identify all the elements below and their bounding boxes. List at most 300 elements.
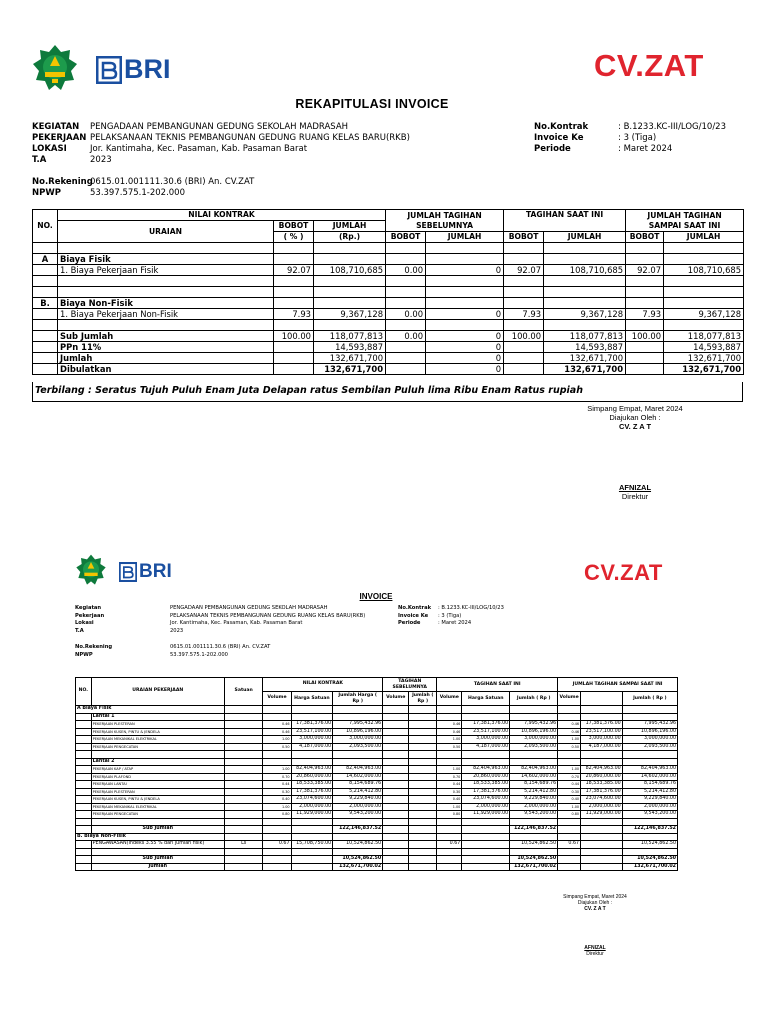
cell: 100.00 xyxy=(626,331,664,342)
field-value: : Maret 2024 xyxy=(438,620,472,626)
cell: 2,000,000.00 xyxy=(581,803,623,811)
company-logo: CV.ZAT xyxy=(594,48,704,83)
cell: 0.70 xyxy=(263,773,291,781)
invoice1-title: REKAPITULASI INVOICE xyxy=(295,97,449,111)
cell: 118,077,813 xyxy=(314,331,386,342)
cell: 11,929,000.00 xyxy=(581,811,623,819)
cell: 9,543,200.00 xyxy=(510,811,558,819)
bri-logo-text: BRI xyxy=(139,561,172,582)
row-label: PPn 11% xyxy=(58,342,274,353)
npwp-label: NPWP xyxy=(32,188,61,198)
col-jumlah-tagihan: JUMLAH TAGIHAN SAMPAI SAAT INI xyxy=(558,678,678,692)
bri-logo-small xyxy=(119,561,172,583)
cell: 4,187,000.00 xyxy=(581,743,623,751)
cell: 10,524,862.50 xyxy=(622,841,677,849)
cell: 7.93 xyxy=(274,309,314,320)
cell: 10,896,196.00 xyxy=(622,728,677,736)
cell: Ls xyxy=(224,841,263,849)
col-nilai-kontrak: NILAI KONTRAK xyxy=(58,210,386,221)
cell: 132,671,700 xyxy=(544,364,626,375)
cell: 0 xyxy=(426,331,504,342)
cell: 7,995,432.96 xyxy=(510,721,558,729)
field-label: KEGIATAN xyxy=(32,122,80,132)
cell: 7,995,432.96 xyxy=(622,721,677,729)
cell: 118,077,813 xyxy=(664,331,744,342)
col-rp: (Rp.) xyxy=(314,232,386,243)
row-label: PEKERJAAN MEKANIKAL ELEKTRIKAL xyxy=(91,736,224,744)
col-jumlah: JUMLAH xyxy=(544,232,626,243)
cell: 132,671,700 xyxy=(664,353,744,364)
cell: 1.00 xyxy=(263,766,291,774)
dibulatkan-row xyxy=(33,364,744,375)
section-title: Biaya Fisik xyxy=(58,254,274,265)
cell: 0.30 xyxy=(437,788,462,796)
section-title: A Biaya Fisik xyxy=(76,706,225,714)
cell: 0.70 xyxy=(437,773,462,781)
cell: 9,229,840.00 xyxy=(510,796,558,804)
bri-logo-text: BRI xyxy=(124,54,171,84)
cell: 3,000,000.00 xyxy=(333,736,383,744)
cell: 92.07 xyxy=(274,265,314,276)
field-value: 2023 xyxy=(90,155,112,165)
invoice2-title: INVOICE xyxy=(359,592,393,601)
cell: 14,602,000.00 xyxy=(333,773,383,781)
cell: 82,404,963.00 xyxy=(462,766,510,774)
cell: 17,381,376.00 xyxy=(462,721,510,729)
col-nilai-kontrak: NILAI KONTRAK xyxy=(263,678,383,692)
cell: 0.80 xyxy=(558,811,581,819)
cell: 23,074,600.00 xyxy=(581,796,623,804)
cell: 0.44 xyxy=(263,781,291,789)
field-value: PELAKSANAAN TEKNIS PEMBANGUNAN GEDUNG RUANG KELAS BARU(RKB) xyxy=(90,133,410,143)
rekening-label: No.Rekening xyxy=(32,177,93,187)
field-value: Jor. Kantimaha, Kec. Pasaman, Kab. Pasaman Barat xyxy=(90,144,308,154)
cell: 132,671,700 xyxy=(664,364,744,375)
cell: 82,404,963.00 xyxy=(622,766,677,774)
cell: 1.00 xyxy=(437,736,462,744)
cell: 23,074,600.00 xyxy=(291,796,333,804)
cell: 0.50 xyxy=(558,743,581,751)
col-uraian: URAIAN PEKERJAAN xyxy=(91,678,224,706)
col-volume: Volume xyxy=(263,692,291,706)
section-title: B. Biaya Non-Fisik xyxy=(76,833,225,841)
ppn-row xyxy=(33,342,744,353)
cell: 10,524,862.50 xyxy=(510,856,558,864)
cell: 0.44 xyxy=(437,781,462,789)
cell: 2,000,000.00 xyxy=(333,803,383,811)
sub-jumlah-row xyxy=(33,331,744,342)
cell: 7.93 xyxy=(504,309,544,320)
cell: 18,533,385.00 xyxy=(581,781,623,789)
col-jumlah: JUMLAH xyxy=(664,232,744,243)
cell: 2,000,000.00 xyxy=(291,803,333,811)
cell: 11,929,000.00 xyxy=(462,811,510,819)
cell: 0.00 xyxy=(386,309,426,320)
row-label: Sub Jumlah xyxy=(91,826,224,834)
field-label: Kegiatan xyxy=(75,605,102,611)
jumlah-row xyxy=(76,863,678,871)
npwp-label: NPWP xyxy=(75,651,93,658)
cell: 1.00 xyxy=(558,766,581,774)
kemenag-logo-icon xyxy=(32,44,78,92)
kemenag-logo-small-icon xyxy=(75,554,107,586)
company-logo-small: CV.ZAT xyxy=(584,560,663,585)
row-label: PEKERJAAN LANTAI xyxy=(91,781,224,789)
row-label: PEKERJAAN PENGECATAN xyxy=(91,743,224,751)
cell: 0.46 xyxy=(558,728,581,736)
cell: 3,000,000.00 xyxy=(462,736,510,744)
cell: 82,404,963.00 xyxy=(333,766,383,774)
cell: 10,896,196.00 xyxy=(510,728,558,736)
table-row xyxy=(76,796,678,804)
cell: 3,000,000.00 xyxy=(291,736,333,744)
jumlah-tagihan-label: JUMLAH TAGIHAN xyxy=(647,210,722,220)
col-satuan: Satuan xyxy=(224,678,263,706)
cell: 0.70 xyxy=(558,773,581,781)
cell: 11,929,000.00 xyxy=(291,811,333,819)
cell: 0.30 xyxy=(558,788,581,796)
sub-jumlah-row xyxy=(76,826,678,834)
table-row xyxy=(76,773,678,781)
cell: 0.46 xyxy=(437,728,462,736)
signer-name: AFNIZAL xyxy=(618,483,652,492)
cell: 122,146,837.52 xyxy=(333,826,383,834)
cell: 1.00 xyxy=(558,803,581,811)
cell: 0.44 xyxy=(558,781,581,789)
cell: 132,671,700.02 xyxy=(622,863,677,871)
cell: 0.00 xyxy=(386,265,426,276)
field-value: : B.1233.KC-III/LOG/10/23 xyxy=(438,605,504,611)
cell: 17,381,376.00 xyxy=(462,788,510,796)
cell: 9,367,128 xyxy=(664,309,744,320)
field-label: No.Kontrak xyxy=(534,122,589,132)
cell: 0.46 xyxy=(263,728,291,736)
field-value: PELAKSANAAN TEKNIS PEMBANGUNAN GEDUNG RUANG KELAS BARU(RKB) xyxy=(170,612,366,619)
col-jumlah: Jumlah ( Rp ) xyxy=(409,692,437,706)
row-label: PEKERJAAN PLESTERAN xyxy=(91,788,224,796)
field-label: No.Kontrak xyxy=(398,605,432,611)
col-volume: Volume xyxy=(437,692,462,706)
jumlah-tagihan-label-2: SAMPAI SAAT INI xyxy=(648,220,721,230)
cell: 0.46 xyxy=(558,721,581,729)
cell: 20,860,000.00 xyxy=(581,773,623,781)
field-label: LOKASI xyxy=(32,144,67,154)
col-tagihan-sebelumnya: JUMLAH TAGIHAN SEBELUMNYA xyxy=(386,210,504,232)
cell: 0 xyxy=(426,364,504,375)
field-label: Periode xyxy=(534,144,571,154)
cell: 10,524,862.50 xyxy=(622,856,677,864)
cell: 1.00 xyxy=(437,766,462,774)
invoice2-info-left xyxy=(75,605,395,659)
col-bobot: BOBOT xyxy=(626,232,664,243)
table-row xyxy=(76,841,678,849)
signer-role: Direktur xyxy=(621,492,649,501)
table-row xyxy=(33,309,744,320)
cell: 2,000,000.00 xyxy=(622,803,677,811)
rekening-value: 0615.01.001111.30.6 (BRI) An. CV.ZAT xyxy=(170,644,271,650)
cell: 92.07 xyxy=(626,265,664,276)
terbilang-text: Terbilang : Seratus Tujuh Puluh Enam Juta Delapan ratus Sembilan Puluh lima Ribu Enam Ratus rupiah xyxy=(32,382,743,402)
cell: 9,543,200.00 xyxy=(333,811,383,819)
sub-jumlah-row xyxy=(76,856,678,864)
lantai-label: Lantai 2 xyxy=(91,758,224,766)
cell: 10,896,196.00 xyxy=(333,728,383,736)
cell: 0 xyxy=(426,342,504,353)
cell: 23,517,100.00 xyxy=(462,728,510,736)
cell: 0 xyxy=(426,353,504,364)
row-label: Sub Jumlah xyxy=(91,856,224,864)
cell: 7,995,432.96 xyxy=(333,721,383,729)
cell: 100.00 xyxy=(274,331,314,342)
field-value: : Maret 2024 xyxy=(618,144,673,154)
cell: 3,000,000.00 xyxy=(622,736,677,744)
cell: 122,146,837.52 xyxy=(510,826,558,834)
invoice1-info-left xyxy=(32,122,512,199)
table-row xyxy=(76,781,678,789)
col-volume: Volume xyxy=(383,692,409,706)
npwp-value: 53.397.575.1-202.000 xyxy=(170,651,228,658)
cell: 10,524,862.50 xyxy=(333,856,383,864)
cell: 0.80 xyxy=(437,811,462,819)
cell: 2,093,500.00 xyxy=(510,743,558,751)
cell: 0 xyxy=(426,309,504,320)
field-label: Lokasi xyxy=(75,620,94,626)
diajukan-label: Diajukan Oleh : xyxy=(609,413,661,422)
table-row xyxy=(76,766,678,774)
cell: 9,367,128 xyxy=(314,309,386,320)
jumlah-row xyxy=(33,353,744,364)
table-row xyxy=(33,298,744,309)
col-pct: ( % ) xyxy=(274,232,314,243)
cell: 2,093,500.00 xyxy=(622,743,677,751)
place-date: Simpang Empat, Maret 2024 xyxy=(563,894,627,900)
table-row xyxy=(33,254,744,265)
cell: 14,602,000.00 xyxy=(622,773,677,781)
cell: 5,214,412.80 xyxy=(333,788,383,796)
table-row xyxy=(76,736,678,744)
field-label: Invoice Ke xyxy=(398,612,429,619)
row-label: PEKERJAAN PLESTERAN xyxy=(91,721,224,729)
cell: 20,860,000.00 xyxy=(291,773,333,781)
cell: 118,077,813 xyxy=(544,331,626,342)
signature-block-1 xyxy=(560,404,710,501)
cell: 0.30 xyxy=(263,788,291,796)
cell: 8,154,689.76 xyxy=(333,781,383,789)
field-label: Periode xyxy=(398,620,421,626)
col-volume: Volume xyxy=(558,692,581,706)
cell: 5,214,412.80 xyxy=(622,788,677,796)
cell: 14,593,887 xyxy=(314,342,386,353)
cell: 10,524,862.50 xyxy=(510,841,558,849)
field-value: : 3 (Tiga) xyxy=(438,612,462,619)
table-row xyxy=(76,788,678,796)
row-label: Jumlah xyxy=(91,863,224,871)
cell: 0.40 xyxy=(558,796,581,804)
cell: 82,404,963.00 xyxy=(291,766,333,774)
rekening-value: 0615.01.001111.30.6 (BRI) An. CV.ZAT xyxy=(90,177,255,187)
cell: 132,671,700 xyxy=(314,364,386,375)
table-row xyxy=(76,743,678,751)
col-bobot: BOBOT xyxy=(504,232,544,243)
bri-emblem-icon xyxy=(96,56,122,84)
col-bobot: BOBOT xyxy=(386,232,426,243)
cell: 0.50 xyxy=(263,743,291,751)
row-label: PEKERJAAN KUSEN, PINTU & JENDELA xyxy=(91,796,224,804)
cell: 14,593,887 xyxy=(664,342,744,353)
cell: 0.67 xyxy=(437,841,462,849)
cell: 4,187,000.00 xyxy=(291,743,333,751)
table-row xyxy=(76,803,678,811)
table-row xyxy=(76,811,678,819)
field-value: : B.1233.KC-III/LOG/10/23 xyxy=(618,122,726,132)
cell: 10,524,862.50 xyxy=(333,841,383,849)
cell: 122,146,837.52 xyxy=(622,826,677,834)
col-harga: Harga Satuan xyxy=(462,692,510,706)
lantai2-rows xyxy=(76,766,678,819)
row-label: PEKERJAAN KUSEN, PINTU & JENDELA xyxy=(91,728,224,736)
field-value: : 3 (Tiga) xyxy=(618,133,657,143)
cell: 0.00 xyxy=(386,331,426,342)
cell: 17,381,376.00 xyxy=(291,721,333,729)
section-no: A xyxy=(33,254,58,265)
col-jumlah: Jumlah ( Rp ) xyxy=(510,692,558,706)
cell: 14,593,887 xyxy=(544,342,626,353)
field-label: T.A xyxy=(75,627,84,634)
col-jumlah-harga: Jumlah Harga ( Rp ) xyxy=(333,692,383,706)
lantai-label: Lantai 1 xyxy=(91,713,224,721)
signer-name: AFNIZAL xyxy=(584,945,606,951)
cell: 1.00 xyxy=(263,803,291,811)
cell: 0.67 xyxy=(263,841,291,849)
cell: 108,710,685 xyxy=(314,265,386,276)
cell: 82,404,963.00 xyxy=(510,766,558,774)
cell: 7.93 xyxy=(626,309,664,320)
row-label: Dibulatkan xyxy=(58,364,274,375)
field-label: Invoice Ke xyxy=(534,133,584,143)
cell: 3,000,000.00 xyxy=(510,736,558,744)
rekap-table xyxy=(32,209,744,375)
cell: 0.80 xyxy=(263,811,291,819)
bri-emblem-small-icon xyxy=(119,562,137,582)
col-jumlah: Jumlah ( Rp ) xyxy=(622,692,677,706)
col-bobot: BOBOT xyxy=(274,221,314,232)
cell: 17,381,376.00 xyxy=(581,721,623,729)
col-jumlah-tagihan xyxy=(626,210,744,232)
header-row xyxy=(33,210,744,221)
cell: 14,602,000.00 xyxy=(510,773,558,781)
cell: 0.40 xyxy=(263,796,291,804)
row-label: PEKERJAAN MEKANIKAL ELEKTRIKAL xyxy=(91,803,224,811)
cell: 132,671,700 xyxy=(314,353,386,364)
table-row xyxy=(33,265,744,276)
npwp-value: 53.397.575.1-202.000 xyxy=(90,188,185,198)
invoice1-info-right xyxy=(534,122,754,155)
cell: 132,671,700 xyxy=(544,353,626,364)
cell: 0.50 xyxy=(437,743,462,751)
cell: 17,381,376.00 xyxy=(291,788,333,796)
col-jumlah: JUMLAH xyxy=(426,232,504,243)
section-title: Biaya Non-Fisik xyxy=(58,298,274,309)
cell: 18,533,385.00 xyxy=(462,781,510,789)
cell: 5,214,412.80 xyxy=(510,788,558,796)
row-label: PEKERJAAN PLAFOND xyxy=(91,773,224,781)
row-label: PEKERJAAN PENGECATAN xyxy=(91,811,224,819)
cell: 23,074,600.00 xyxy=(462,796,510,804)
cell: 8,154,689.76 xyxy=(510,781,558,789)
invoice2-info-right xyxy=(398,605,558,628)
signature-block-2 xyxy=(545,894,645,957)
cell: 4,187,000.00 xyxy=(462,743,510,751)
cell: 20,860,000.00 xyxy=(462,773,510,781)
col-no: NO. xyxy=(76,678,92,706)
cell: 108,710,685 xyxy=(664,265,744,276)
cell: 0 xyxy=(426,265,504,276)
cell: 132,671,700.02 xyxy=(510,863,558,871)
cell: 2,000,000.00 xyxy=(510,803,558,811)
col-no: NO. xyxy=(33,210,58,243)
cell: 0.46 xyxy=(437,721,462,729)
field-label: PEKERJAAN xyxy=(32,133,87,143)
cell: 23,517,100.00 xyxy=(291,728,333,736)
cell: 8,154,689.76 xyxy=(622,781,677,789)
cell: 108,710,685 xyxy=(544,265,626,276)
cell: 82,404,963.00 xyxy=(581,766,623,774)
place-date: Simpang Empat, Maret 2024 xyxy=(587,404,683,413)
cell: 15,708,750.00 xyxy=(291,841,333,849)
rekening-label: No.Rekening xyxy=(75,644,113,650)
field-value: PENGADAAN PEMBANGUNAN GEDUNG SEKOLAH MADRASAH xyxy=(170,605,328,611)
cell: 100.00 xyxy=(504,331,544,342)
field-label: Pekerjaan xyxy=(75,612,105,619)
field-value: 2023 xyxy=(170,627,184,634)
company-signature: CV. Z A T xyxy=(618,422,652,431)
signer-role: Direktur xyxy=(586,951,604,957)
table-row xyxy=(76,728,678,736)
cell: 1.00 xyxy=(558,736,581,744)
cell: 1.00 xyxy=(437,803,462,811)
cell: 9,543,200.00 xyxy=(622,811,677,819)
col-tagihan-saat-ini: TAGIHAN SAAT INI xyxy=(437,678,558,692)
cell: 0.67 xyxy=(558,841,581,849)
cell: 2,093,500.00 xyxy=(333,743,383,751)
row-label: PEKERJAAN KAP / ATAP xyxy=(91,766,224,774)
cell: 132,671,700.02 xyxy=(333,863,383,871)
field-label: T.A xyxy=(32,155,47,165)
bri-logo xyxy=(96,54,171,85)
col-uraian: URAIAN xyxy=(58,221,274,243)
col-tagihan-saat-ini: TAGIHAN SAAT INI xyxy=(504,210,626,232)
cell: 0.46 xyxy=(263,721,291,729)
cell: 92.07 xyxy=(504,265,544,276)
cell: 0.40 xyxy=(437,796,462,804)
row-label: Jumlah xyxy=(58,353,274,364)
row-label: 1. Biaya Pekerjaan Non-Fisik xyxy=(58,309,274,320)
field-value: Jor. Kantimaha, Kec. Pasaman, Kab. Pasaman Barat xyxy=(170,620,303,626)
row-label: 1. Biaya Pekerjaan Fisik xyxy=(58,265,274,276)
col-tagihan-sebelumnya: TAGIHAN SEBELUMNYA xyxy=(383,678,437,692)
cell: 17,381,376.00 xyxy=(581,788,623,796)
cell: 9,229,840.00 xyxy=(622,796,677,804)
section-no: B. xyxy=(33,298,58,309)
table-row xyxy=(76,721,678,729)
invoice-detail-table xyxy=(75,677,678,871)
col-jumlah: JUMLAH xyxy=(314,221,386,232)
cell: 2,000,000.00 xyxy=(462,803,510,811)
row-label: PENGAWASAN(Indeks 3.55 % dari jumlah fisik) xyxy=(91,841,224,849)
lantai1-rows xyxy=(76,721,678,751)
cell: 18,533,385.00 xyxy=(291,781,333,789)
company-signature: CV. Z A T xyxy=(584,906,606,912)
